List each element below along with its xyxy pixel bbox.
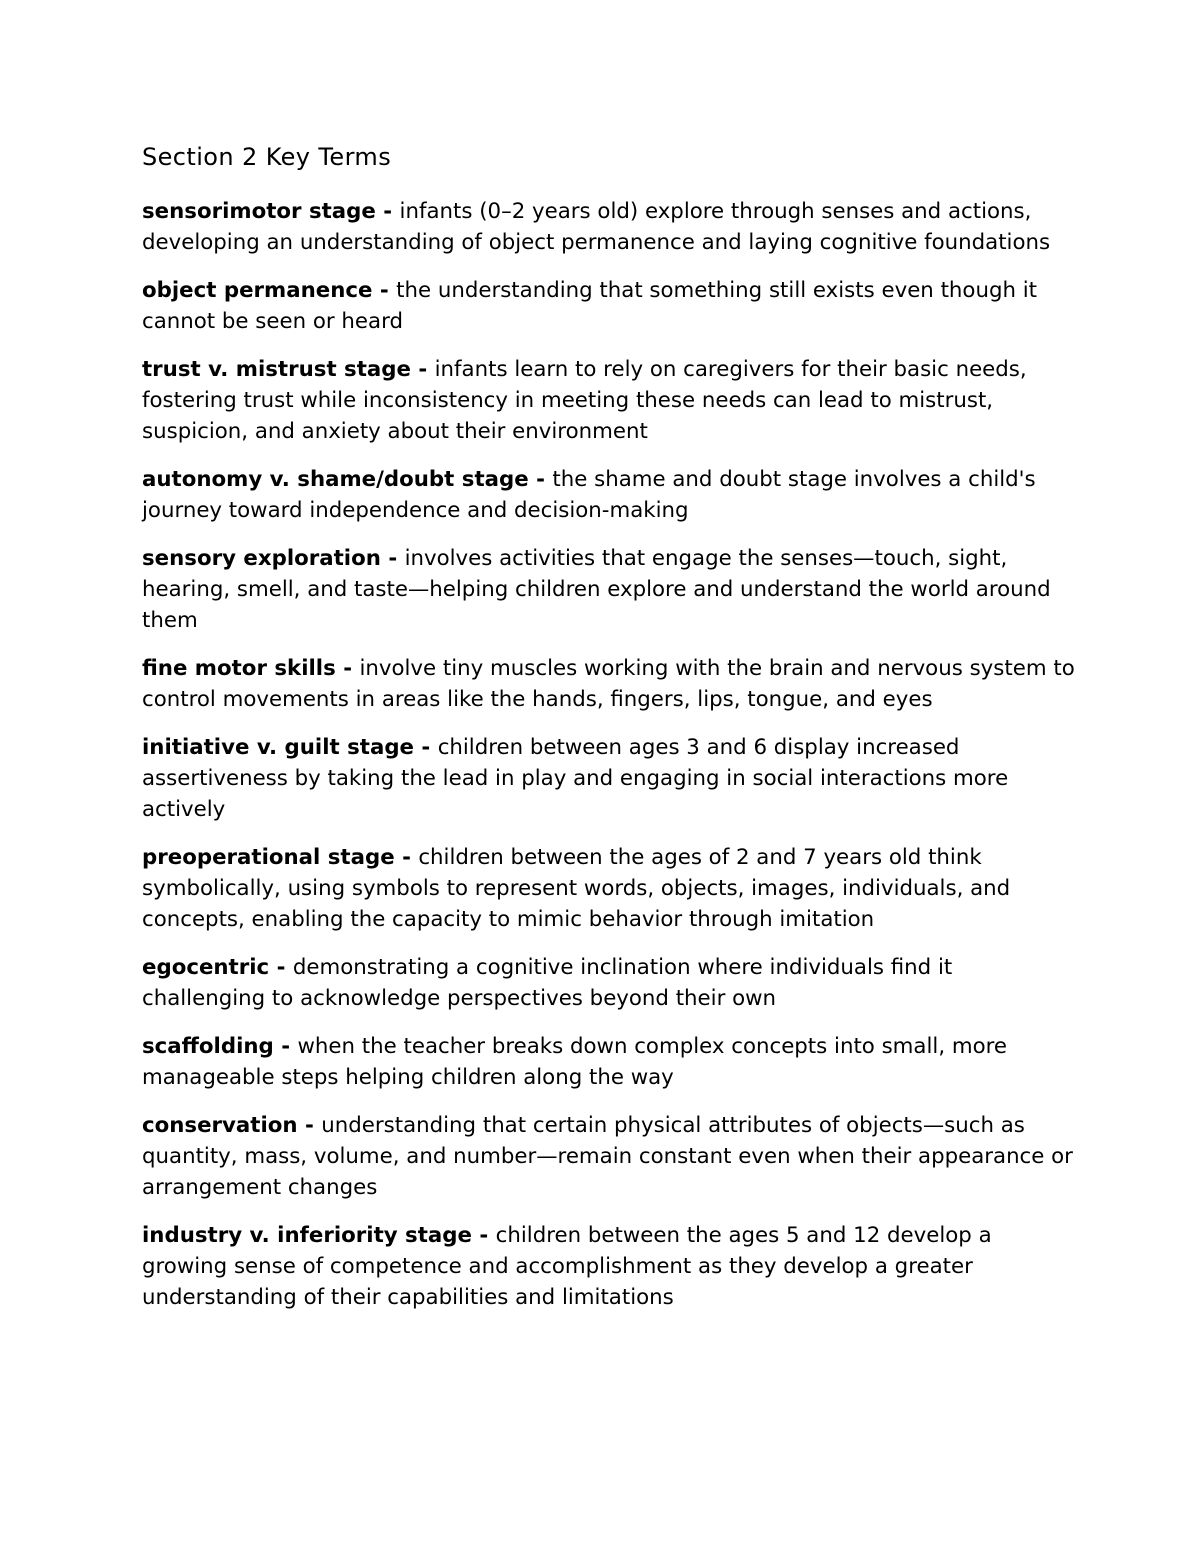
term-entry (142, 1031, 1077, 1093)
term-separator: - (528, 467, 553, 492)
term-entry (142, 543, 1077, 636)
term-name: egocentric (142, 955, 270, 980)
key-terms-list (142, 196, 1077, 1313)
term-entry (142, 732, 1077, 825)
term-entry (142, 653, 1077, 715)
term-definition: understanding that certain physical attributes of objects—such as quantity, mass, volume, and number—remain constant even when their appearance or arrangement changes (142, 1113, 1073, 1200)
term-name: fine motor skills (142, 656, 336, 681)
term-definition: children between the ages 5 and 12 develop a growing sense of competence and accomplishment as they develop a greater understanding of their capabilities and limitations (142, 1223, 992, 1310)
term-definition: children between ages 3 and 6 display increased assertiveness by taking the lead in play and engaging in social interactions more actively (142, 735, 1009, 822)
term-entry (142, 354, 1077, 447)
term-separator: - (380, 546, 405, 571)
term-definition: demonstrating a cognitive inclination where individuals find it challenging to acknowledge perspectives beyond their own (142, 955, 953, 1011)
term-separator: - (297, 1113, 322, 1138)
term-definition: the understanding that something still exists even though it cannot be seen or heard (142, 278, 1037, 334)
term-definition: when the teacher breaks down complex concepts into small, more manageable steps helping children along the way (142, 1034, 1008, 1090)
term-name: sensorimotor stage (142, 199, 376, 224)
term-separator: - (273, 1034, 298, 1059)
term-name: scaffolding (142, 1034, 274, 1059)
term-separator: - (414, 735, 438, 760)
term-name: trust v. mistrust stage (142, 357, 411, 382)
document-page (142, 138, 1077, 1330)
term-separator: - (269, 955, 293, 980)
term-separator: - (394, 845, 419, 870)
term-separator: - (471, 1223, 496, 1248)
term-definition: children between the ages of 2 and 7 years old think symbolically, using symbols to represent words, objects, images, individuals, and concepts, enabling the capacity to mimic behavior through imitation (142, 845, 1011, 932)
term-name: preoperational stage (142, 845, 395, 870)
term-entry (142, 275, 1077, 337)
term-name: initiative v. guilt stage (142, 735, 415, 760)
term-entry (142, 842, 1077, 935)
term-separator: - (375, 199, 400, 224)
term-separator: - (335, 656, 360, 681)
term-name: industry v. inferiority stage (142, 1223, 472, 1248)
term-name: conservation (142, 1113, 298, 1138)
term-name: sensory exploration (142, 546, 381, 571)
term-separator: - (372, 278, 397, 303)
term-entry (142, 952, 1077, 1014)
term-definition: the shame and doubt stage involves a child's journey toward independence and decision-making (142, 467, 1036, 523)
term-name: autonomy v. shame/doubt stage (142, 467, 529, 492)
term-definition: involve tiny muscles working with the brain and nervous system to control movements in areas like the hands, fingers, lips, tongue, and eyes (142, 656, 1075, 712)
term-entry (142, 464, 1077, 526)
term-separator: - (410, 357, 435, 382)
term-definition: involves activities that engage the senses—touch, sight, hearing, smell, and taste—helping children explore and understand the world around them (142, 546, 1051, 633)
term-name: object permanence (142, 278, 373, 303)
term-entry (142, 1220, 1077, 1313)
term-entry (142, 1110, 1077, 1203)
term-entry (142, 196, 1077, 258)
term-definition: infants learn to rely on caregivers for their basic needs, fostering trust while inconsistency in meeting these needs can lead to mistrust, suspicion, and anxiety about their environment (142, 357, 1027, 444)
term-definition: infants (0–2 years old) explore through senses and actions, developing an understanding of object permanence and laying cognitive foundations (142, 199, 1051, 255)
page-title: Section 2 Key Terms (142, 143, 392, 171)
